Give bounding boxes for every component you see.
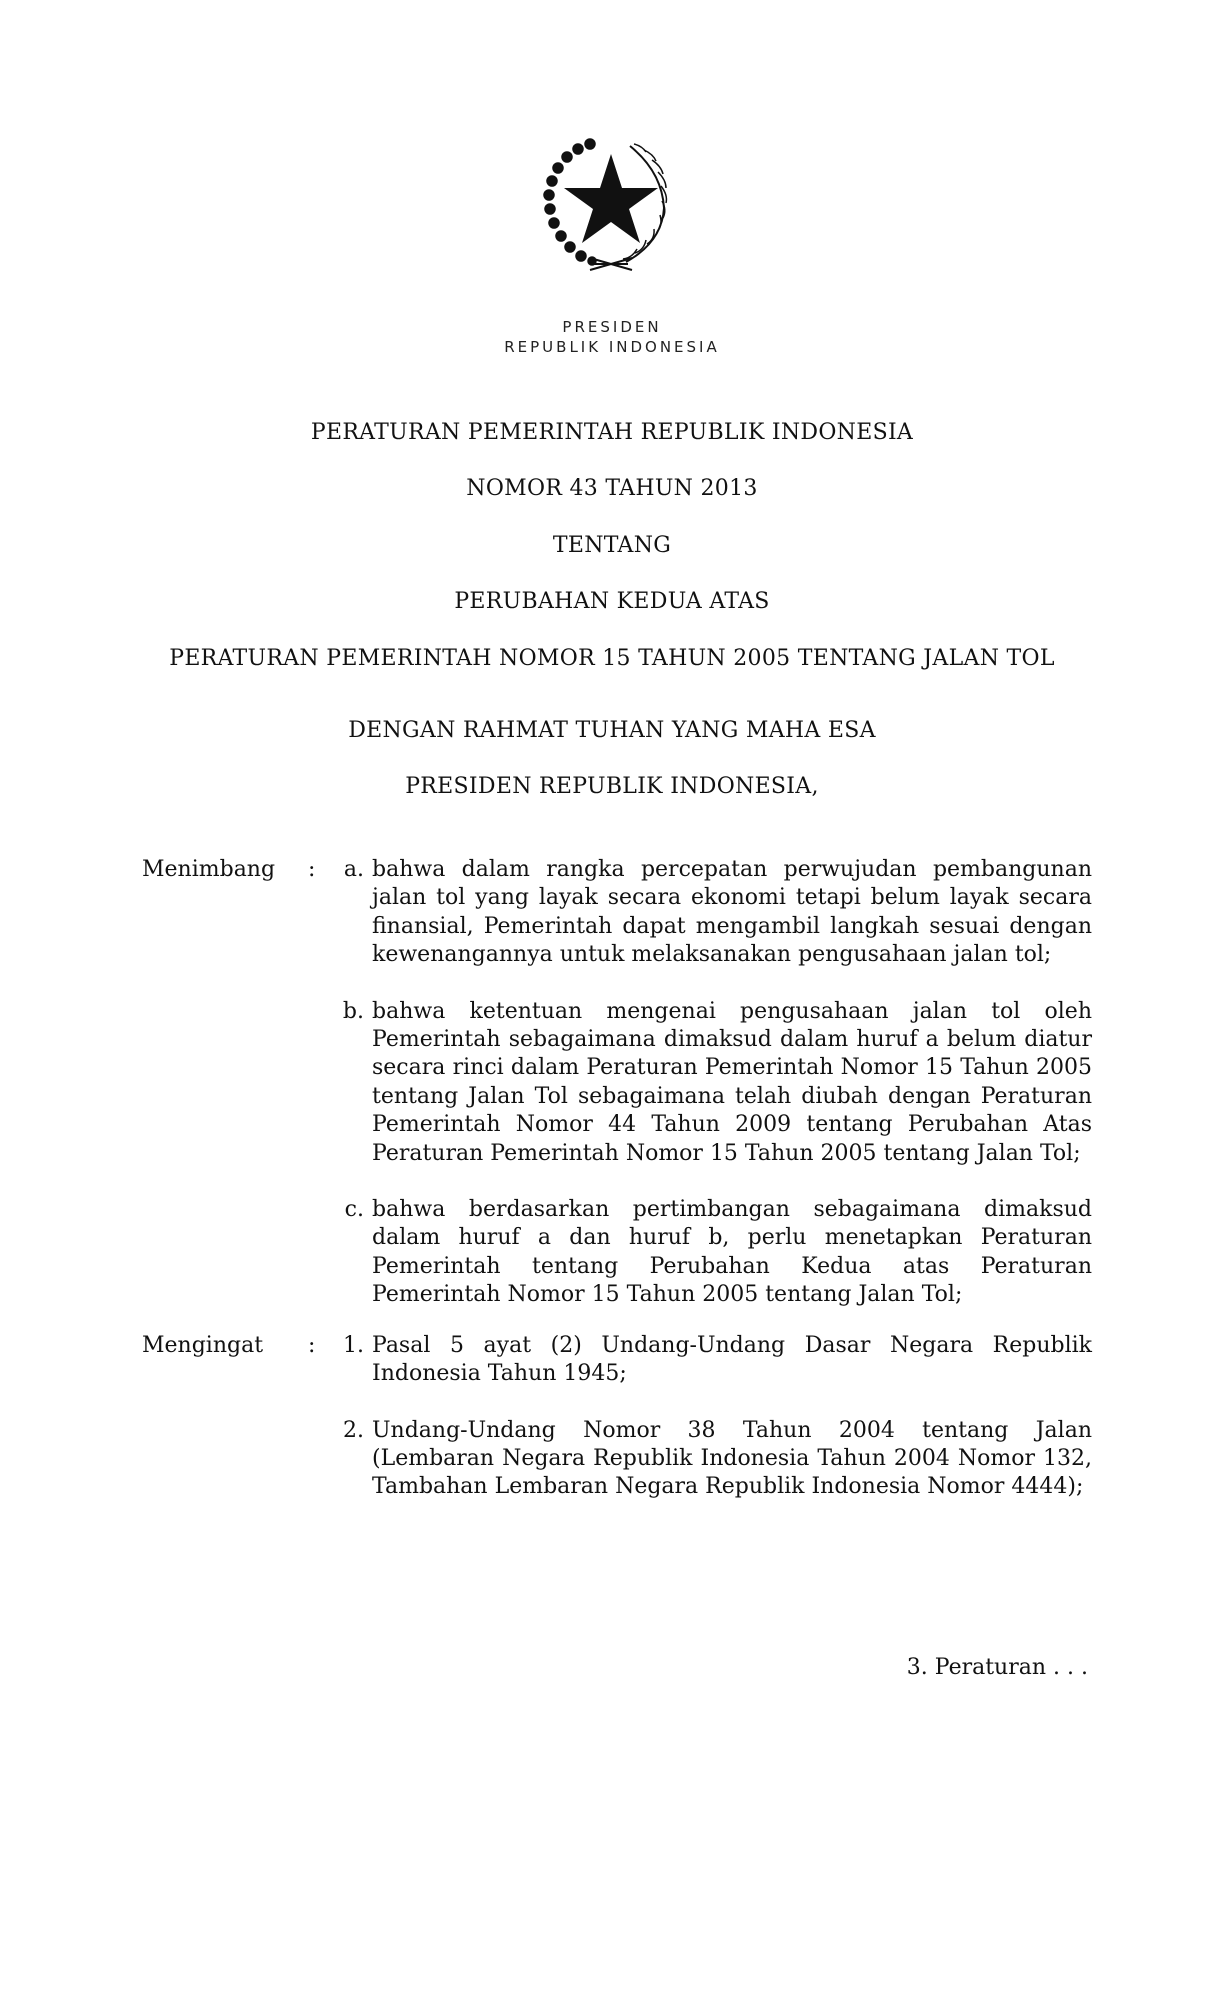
menimbang-colon: :: [308, 857, 316, 882]
president-heading: PRESIDEN REPUBLIK INDONESIA,: [405, 774, 819, 799]
mengingat-colon: :: [308, 1332, 316, 1358]
invocation: DENGAN RAHMAT TUHAN YANG MAHA ESA: [348, 718, 876, 743]
regulation-title: PERATURAN PEMERINTAH REPUBLIK INDONESIA: [310, 420, 914, 445]
list-item-marker: 1.: [343, 1332, 364, 1358]
list-item-text: Pasal 5 ayat (2) Undang-Undang Dasar Negara Republik Indonesia Tahun 1945;: [372, 1332, 1092, 1387]
list-item-text: bahwa dalam rangka percepatan perwujudan pembangunan jalan tol yang layak secara ekonomi tetapi belum layak secara finansial, Pemerintah dapat mengambil langkah sesuai dengan kewenangannya untuk melaksanakan pengusahaan jalan tol;: [372, 857, 1092, 968]
regulation-subject-line1: PERUBAHAN KEDUA ATAS: [454, 589, 770, 614]
regulation-subject-line2: PERATURAN PEMERINTAH NOMOR 15 TAHUN 2005 TENTANG JALAN TOL: [169, 646, 1055, 671]
menimbang-section: [142, 856, 1092, 1332]
mengingat-section: [142, 1332, 1092, 1502]
list-item-text: bahwa berdasarkan pertimbangan sebagaimana dimaksud dalam huruf a dan huruf b, perlu menetapkan Peraturan Pemerintah tentang Perubahan Kedua atas Peraturan Pemerintah Nomor 15 Tahun 2005 tentang Jalan Tol;: [372, 1197, 1092, 1308]
list-item-marker: a.: [343, 857, 364, 882]
list-item-text: Undang-Undang Nomor 38 Tahun 2004 tentang Jalan (Lembaran Negara Republik Indonesia Tahun 2004 Nomor 132, Tambahan Lembaran Negara Republik Indonesia Nomor 4444);: [372, 1417, 1092, 1500]
list-item-marker: 2.: [343, 1417, 364, 1443]
list-item-marker: c.: [344, 1197, 364, 1223]
star-shape: [564, 154, 658, 243]
mengingat-label: Mengingat: [142, 1332, 264, 1358]
seal-caption-presiden: PRESIDEN: [562, 318, 662, 336]
list-item-marker: b.: [342, 998, 364, 1024]
regulation-tentang: TENTANG: [552, 533, 672, 558]
next-page-reference: 3. Peraturan . . .: [906, 1655, 1088, 1680]
list-item-text: bahwa ketentuan mengenai pengusahaan jalan tol oleh Pemerintah sebagaimana dimaksud dalam huruf a belum diatur secara rinci dalam Peraturan Pemerintah Nomor 15 Tahun 2005 tentang Jalan Tol sebagaimana telah diubah dengan Peraturan Pemerintah Nomor 44 Tahun 2009 tentang Perubahan Atas Peraturan Pemerintah Nomor 15 Tahun 2005 tentang Jalan Tol;: [372, 998, 1092, 1166]
regulation-number: NOMOR 43 TAHUN 2013: [466, 476, 758, 501]
seal-caption-republik: REPUBLIK INDONESIA: [504, 338, 720, 356]
presidential-star-emblem: [534, 132, 688, 290]
menimbang-label: Menimbang: [142, 857, 276, 882]
regulation-body: [142, 856, 1092, 1502]
